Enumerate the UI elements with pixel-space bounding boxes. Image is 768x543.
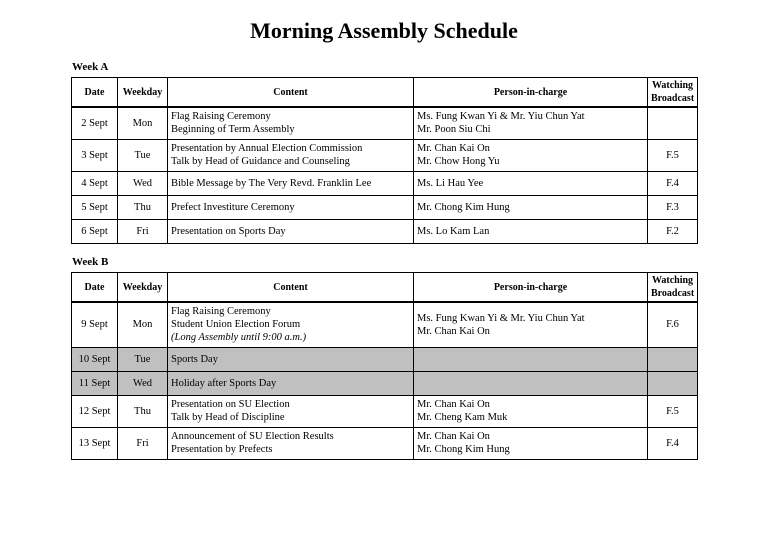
person-cell xyxy=(414,107,648,139)
weekday-cell: Thu xyxy=(118,195,168,219)
weekday-cell: Wed xyxy=(118,371,168,395)
content-cell xyxy=(168,195,414,219)
broadcast-cell xyxy=(648,371,698,395)
content-cell xyxy=(168,139,414,171)
content-cell xyxy=(168,302,414,347)
header-broadcast: Broadcast xyxy=(651,288,695,299)
header-weekday: Weekday xyxy=(118,78,168,108)
person-line: Mr. Chong Kim Hung xyxy=(417,444,510,455)
weekday-cell: Mon xyxy=(118,107,168,139)
date-cell: 6 Sept xyxy=(72,219,118,243)
date-cell: 13 Sept xyxy=(72,427,118,459)
table-row xyxy=(72,302,698,347)
content-line: Prefect Investiture Ceremony xyxy=(171,201,295,213)
person-line: Mr. Chan Kai On xyxy=(417,143,490,154)
content-cell xyxy=(168,171,414,195)
header-broadcast: Broadcast xyxy=(651,93,695,104)
content-line: Student Union Election Forum xyxy=(171,319,301,331)
person-line: Mr. Poon Siu Chi xyxy=(417,124,491,136)
content-cell xyxy=(168,219,414,243)
person-cell xyxy=(414,427,648,459)
content-note: (Long Assembly until 9:00 a.m.) xyxy=(171,332,307,344)
header-date: Date xyxy=(72,78,118,108)
header-content: Content xyxy=(168,78,414,108)
person-cell xyxy=(414,347,648,371)
person-cell xyxy=(414,371,648,395)
person-line: Mr. Chow Hong Yu xyxy=(417,156,500,167)
date-cell: 2 Sept xyxy=(72,107,118,139)
content-line: Talk by Head of Discipline xyxy=(171,412,285,423)
person-cell xyxy=(414,395,648,427)
person-cell xyxy=(414,219,648,243)
date-cell: 11 Sept xyxy=(72,371,118,395)
content-line: Sports Day xyxy=(171,353,218,365)
content-line: Presentation on SU Election xyxy=(171,399,290,410)
person-cell xyxy=(414,171,648,195)
content-line: Presentation on Sports Day xyxy=(171,225,286,237)
content-line: Flag Raising Ceremony xyxy=(171,111,271,123)
person-line: Mr. Chan Kai On xyxy=(417,325,490,337)
date-cell: 9 Sept xyxy=(72,302,118,347)
broadcast-cell: F.4 xyxy=(648,427,698,459)
content-line: Presentation by Annual Election Commission xyxy=(171,143,363,154)
content-cell xyxy=(168,427,414,459)
page-title: Morning Assembly Schedule xyxy=(250,18,518,43)
header-date: Date xyxy=(72,273,118,303)
weekday-cell: Mon xyxy=(118,302,168,347)
broadcast-cell: F.5 xyxy=(648,139,698,171)
header-person: Person-in-charge xyxy=(414,78,648,108)
person-cell xyxy=(414,195,648,219)
content-line: Presentation by Prefects xyxy=(171,444,273,455)
header-watching-broadcast xyxy=(648,78,698,108)
date-cell: 4 Sept xyxy=(72,171,118,195)
content-cell xyxy=(168,371,414,395)
weekday-cell: Tue xyxy=(118,139,168,171)
table-row xyxy=(72,107,698,139)
broadcast-cell: F.6 xyxy=(648,302,698,347)
broadcast-cell: F.5 xyxy=(648,395,698,427)
header-watching: Watching xyxy=(651,275,694,286)
header-row xyxy=(72,78,698,108)
weekday-cell: Fri xyxy=(118,427,168,459)
broadcast-cell xyxy=(648,107,698,139)
header-person: Person-in-charge xyxy=(414,273,648,303)
table-row xyxy=(72,395,698,427)
person-line: Mr. Chan Kai On xyxy=(417,431,490,442)
week-b-body xyxy=(72,302,698,459)
person-line: Mr. Chan Kai On xyxy=(417,399,490,410)
date-cell: 3 Sept xyxy=(72,139,118,171)
weekday-cell: Fri xyxy=(118,219,168,243)
content-line: Beginning of Term Assembly xyxy=(171,124,295,136)
broadcast-cell: F.4 xyxy=(648,171,698,195)
header-watching: Watching xyxy=(651,80,694,91)
week-a-table xyxy=(71,77,698,244)
person-line: Ms. Li Hau Yee xyxy=(417,177,484,189)
weekday-cell: Thu xyxy=(118,395,168,427)
table-row xyxy=(72,195,698,219)
table-row xyxy=(72,347,698,371)
header-watching-broadcast xyxy=(648,273,698,303)
week-a-label: Week A xyxy=(72,61,109,73)
header-row xyxy=(72,273,698,303)
person-line: Mr. Chong Kim Hung xyxy=(417,201,510,213)
person-line: Mr. Cheng Kam Muk xyxy=(417,412,508,423)
table-row xyxy=(72,427,698,459)
content-line: Announcement of SU Election Results xyxy=(171,431,334,442)
header-content: Content xyxy=(168,273,414,303)
person-line: Ms. Fung Kwan Yi & Mr. Yiu Chun Yat xyxy=(417,111,585,123)
week-a-body xyxy=(72,107,698,243)
person-line: Ms. Lo Kam Lan xyxy=(417,225,490,237)
person-line: Ms. Fung Kwan Yi & Mr. Yiu Chun Yat xyxy=(417,312,585,324)
content-cell xyxy=(168,395,414,427)
table-row xyxy=(72,139,698,171)
person-cell xyxy=(414,139,648,171)
week-b-label: Week B xyxy=(72,256,109,268)
date-cell: 12 Sept xyxy=(72,395,118,427)
content-line: Bible Message by The Very Revd. Franklin Lee xyxy=(171,177,372,189)
content-cell xyxy=(168,347,414,371)
week-b-table xyxy=(71,272,698,460)
content-cell xyxy=(168,107,414,139)
broadcast-cell: F.3 xyxy=(648,195,698,219)
content-line: Flag Raising Ceremony xyxy=(171,306,271,318)
person-cell xyxy=(414,302,648,347)
broadcast-cell: F.2 xyxy=(648,219,698,243)
weekday-cell: Wed xyxy=(118,171,168,195)
header-weekday: Weekday xyxy=(118,273,168,303)
content-line: Talk by Head of Guidance and Counseling xyxy=(171,156,350,167)
table-row xyxy=(72,171,698,195)
date-cell: 5 Sept xyxy=(72,195,118,219)
table-row xyxy=(72,371,698,395)
table-row xyxy=(72,219,698,243)
broadcast-cell xyxy=(648,347,698,371)
content-line: Holiday after Sports Day xyxy=(171,377,277,389)
weekday-cell: Tue xyxy=(118,347,168,371)
date-cell: 10 Sept xyxy=(72,347,118,371)
